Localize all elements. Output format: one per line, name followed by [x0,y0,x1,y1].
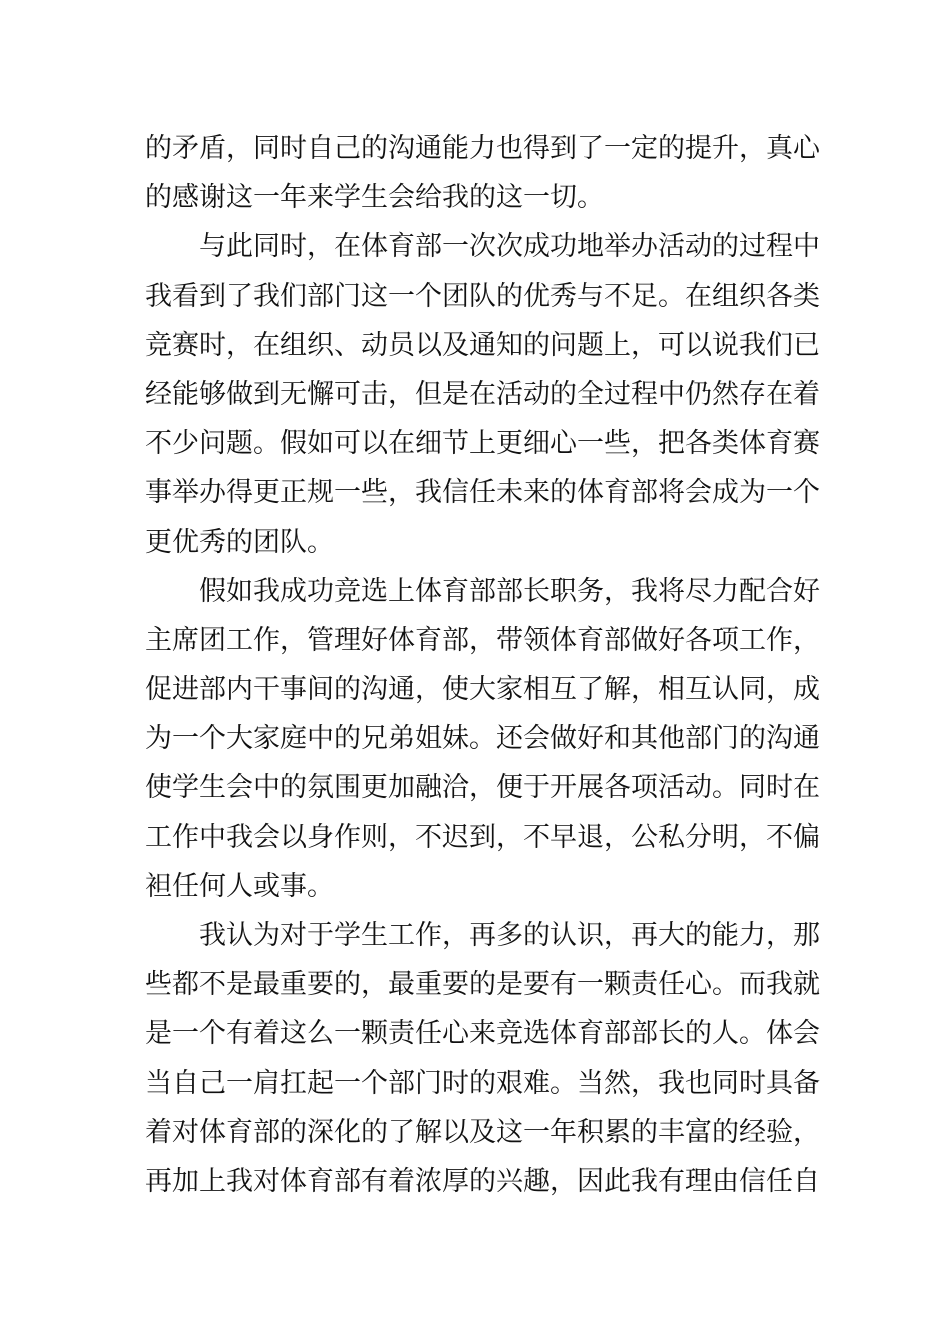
text-line: 经能够做到无懈可击，但是在活动的全过程中仍然存在着 [145,378,820,410]
text-line: 着对体育部的深化的了解以及这一年积累的丰富的经验， [145,1116,820,1148]
text-line: 袒任何人或事。 [145,870,334,902]
paragraph-first-line: 假如我成功竞选上体育部部长职务，我将尽力配合好 [199,575,820,607]
text-line: 主席团工作，管理好体育部，带领体育部做好各项工作， [145,624,820,656]
text-line: 竞赛时，在组织、动员以及通知的问题上，可以说我们已 [145,329,820,361]
paragraph-first-line: 我认为对于学生工作，再多的认识，再大的能力，那 [199,920,820,951]
text-line: 我看到了我们部门这一个团队的优秀与不足。在组织各类 [145,280,820,312]
text-line: 些都不是最重要的，最重要的是要有一颗责任心。而我就 [145,969,820,1001]
text-line: 的矛盾，同时自己的沟通能力也得到了一定的提升，真心 [145,133,820,164]
text-line: 的感谢这一年来学生会给我的这一切。 [145,182,604,214]
document-body [145,124,820,1206]
text-line: 促进部内干事间的沟通，使大家相互了解，相互认同，成 [145,674,820,706]
text-line: 更优秀的团队。 [145,526,334,558]
paragraph-first-line: 与此同时，在体育部一次次成功地举办活动的过程中 [199,231,820,263]
text-line: 当自己一肩扛起一个部门时的艰难。当然，我也同时具备 [145,1067,820,1099]
text-line: 为一个大家庭中的兄弟姐妹。还会做好和其他部门的沟通 [145,723,820,755]
text-line: 事举办得更正规一些，我信任未来的体育部将会成为一个 [145,477,820,509]
text-line: 不少问题。假如可以在细节上更细心一些，把各类体育赛 [145,428,820,460]
text-line: 再加上我对体育部有着浓厚的兴趣，因此我有理由信任自 [145,1165,820,1197]
text-line: 使学生会中的氛围更加融洽，便于开展各项活动。同时在 [145,772,820,804]
text-line: 是一个有着这么一颗责任心来竞选体育部部长的人。体会 [145,1018,820,1050]
text-line: 工作中我会以身作则，不迟到，不早退，公私分明，不偏 [145,821,820,853]
